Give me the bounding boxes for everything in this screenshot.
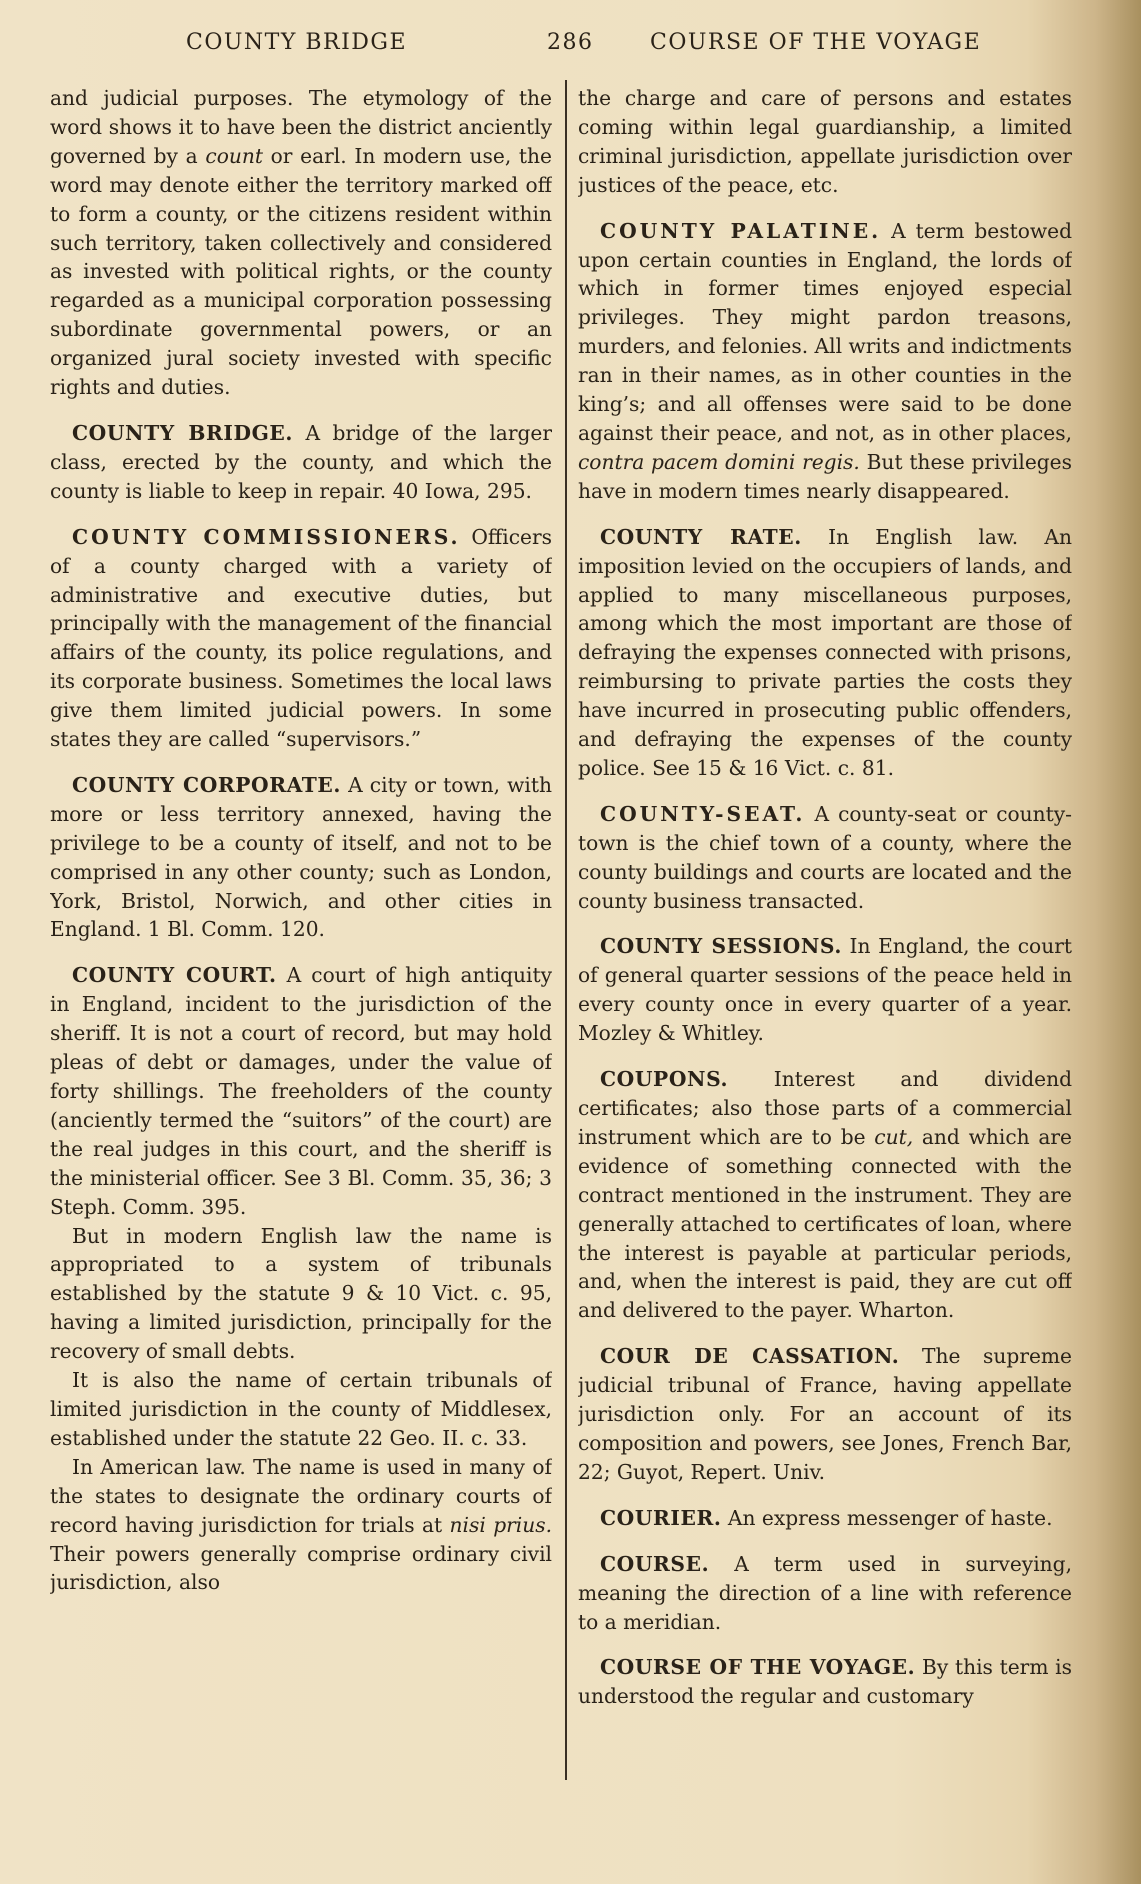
entry-text: COUNTY SESSIONS. In England, the court of general quarter sessions of the peace held in every county once in every quarter of a year. Mozley & Whitley.	[578, 934, 1072, 1046]
entry-text: COURSE OF THE VOYAGE. By this term is understood the regular and customary	[578, 1655, 1072, 1709]
entry-text: COUPONS. Interest and dividend certificates; also those parts of a commercial instrument which are to be cut, and which are evidence of something connected with the contract mentioned in the instrument. They are generally attached to certificates of loan, where the interest is payable at particular periods, and, when the interest is paid, they are cut off and delivered to the payer. Wharton.	[578, 1067, 1072, 1323]
running-head-left: COUNTY BRIDGE	[186, 30, 408, 55]
entry-text: COUNTY PALATINE. A term bestowed upon certain counties in England, the lords of which in former times enjoyed especial privileges. They might pardon treasons, murders, and felonies. All writs and indictments ran in their names, as in other counties in the king’s; and all offenses were said to be done against their peace, and not, as in other places, contra pacem domini regis. But these privileges have in modern times nearly disappeared.	[578, 218, 1072, 503]
column-divider	[565, 80, 567, 1780]
headword: COUNTY BRIDGE.	[72, 420, 294, 445]
entry-paragraph: It is also the name of certain tribunals of limited jurisdiction in the county of Middlesex, established under the statute 22 Geo. II. c. 33.	[50, 1368, 552, 1450]
entry-county-corporate	[50, 771, 552, 944]
entry-text: COURSE. A term used in surveying, meaning the direction of a line with reference to a meridian.	[578, 1551, 1072, 1634]
headword: COURSE OF THE VOYAGE.	[600, 1655, 916, 1680]
entry-county-commissioners	[50, 523, 552, 754]
entry-county-rate	[578, 523, 1072, 783]
entry-coupons	[578, 1065, 1072, 1325]
entry-paragraph: In American law. The name is used in many of the states to designate the ordinary courts of record having jurisdiction for trials at nisi prius. Their powers generally comprise ordinary civil jurisdiction, also	[50, 1454, 552, 1595]
entry-county-court-continuation	[578, 84, 1072, 200]
headword: COURIER.	[600, 1505, 722, 1530]
headword: COUNTY COURT.	[72, 963, 277, 988]
headword: COUNTY CORPORATE.	[72, 772, 342, 797]
right-column	[578, 84, 1072, 1784]
entry-county-bridge	[50, 419, 552, 506]
page-number: 286	[547, 30, 594, 55]
entry-text: COUNTY CORPORATE. A city or town, with more or less territory annexed, having the privilege to be a county of itself, and not to be comprised in any other county; such as London, York, Bristol, Norwich, and other cities in England. 1 Bl. Comm. 120.	[50, 772, 552, 942]
entry-county-sessions	[578, 932, 1072, 1048]
entry-text: COUNTY BRIDGE. A bridge of the larger class, erected by the county, and which the county is liable to keep in repair. 40 Iowa, 295.	[50, 420, 552, 503]
headword: COUNTY COMMISSIONERS.	[72, 524, 461, 549]
entry-text: and judicial purposes. The etymology of the word shows it to have been the district anciently governed by a count or earl. In modern use, the word may denote either the territory marked off to form a county, or the citizens resident within such territory, taken collectively and considered as invested with political rights, or the county regarded as a municipal corporation possessing subordinate governmental powers, or an organized jural society invested with specific rights and duties.	[50, 86, 552, 400]
entry-text: COURIER. An express messenger of haste.	[600, 1505, 1053, 1530]
entry-text: COUNTY COMMISSIONERS. Officers of a county charged with a variety of administrative and executive duties, but principally with the management of the financial affairs of the county, its police regulations, and its corporate business. Sometimes the local laws give them limited judicial powers. In some states they are called “supervisors.”	[50, 524, 552, 752]
entry-text: COUNTY COURT. A court of high antiquity in England, incident to the jurisdiction of the sheriff. It is not a court of record, but may hold pleas of debt or damages, under the value of forty shillings. The freeholders of the county (anciently termed the “suitors” of the court) are the real judges in this court, and the sheriff is the ministerial officer. See 3 Bl. Comm. 35, 36; 3 Steph. Comm. 395.	[50, 963, 552, 1219]
entry-county-palatine	[578, 217, 1072, 506]
headword: COUR DE CASSATION.	[600, 1344, 900, 1369]
entry-text: COUNTY RATE. In English law. An imposition levied on the occupiers of lands, and applied to many miscellaneous purposes, among which the most important are those of defraying the expenses connected with prisons, reimbursing to private parties the costs they have incurred in prosecuting public offenders, and defraying the expenses of the county police. See 15 & 16 Vict. c. 81.	[578, 524, 1072, 780]
running-head-right: COURSE OF THE VOYAGE	[650, 30, 982, 55]
headword: COUNTY SESSIONS.	[600, 934, 842, 959]
entry-text: the charge and care of persons and estates coming within legal guardianship, a limited criminal jurisdiction, appellate jurisdiction over justices of the peace, etc.	[578, 86, 1072, 197]
entry-courier	[578, 1504, 1072, 1533]
entry-county-seat	[578, 800, 1072, 916]
entry-course-of-the-voyage	[578, 1653, 1072, 1711]
entry-county-continuation	[50, 84, 552, 402]
entry-text: COUNTY-SEAT. A county-seat or county-town is the chief town of a county, where the county buildings and courts are located and the county business transacted.	[578, 801, 1072, 913]
left-column	[50, 84, 552, 1784]
entry-paragraph: But in modern English law the name is appropriated to a system of tribunals established by the statute 9 & 10 Vict. c. 95, having a limited jurisdiction, principally for the recovery of small debts.	[50, 1223, 552, 1364]
entry-text: COUR DE CASSATION. The supreme judicial tribunal of France, having appellate jurisdiction only. For an account of its composition and powers, see Jones, French Bar, 22; Guyot, Repert. Univ.	[578, 1344, 1072, 1484]
headword: COUNTY PALATINE.	[600, 218, 882, 243]
entry-cour-de-cassation	[578, 1342, 1072, 1487]
entry-county-court	[50, 961, 552, 1597]
headword: COUNTY RATE.	[600, 524, 802, 549]
entry-course	[578, 1550, 1072, 1637]
running-head	[0, 30, 1141, 64]
headword: COURSE.	[600, 1551, 710, 1576]
headword: COUPONS.	[600, 1067, 729, 1092]
headword: COUNTY-SEAT.	[600, 801, 806, 826]
